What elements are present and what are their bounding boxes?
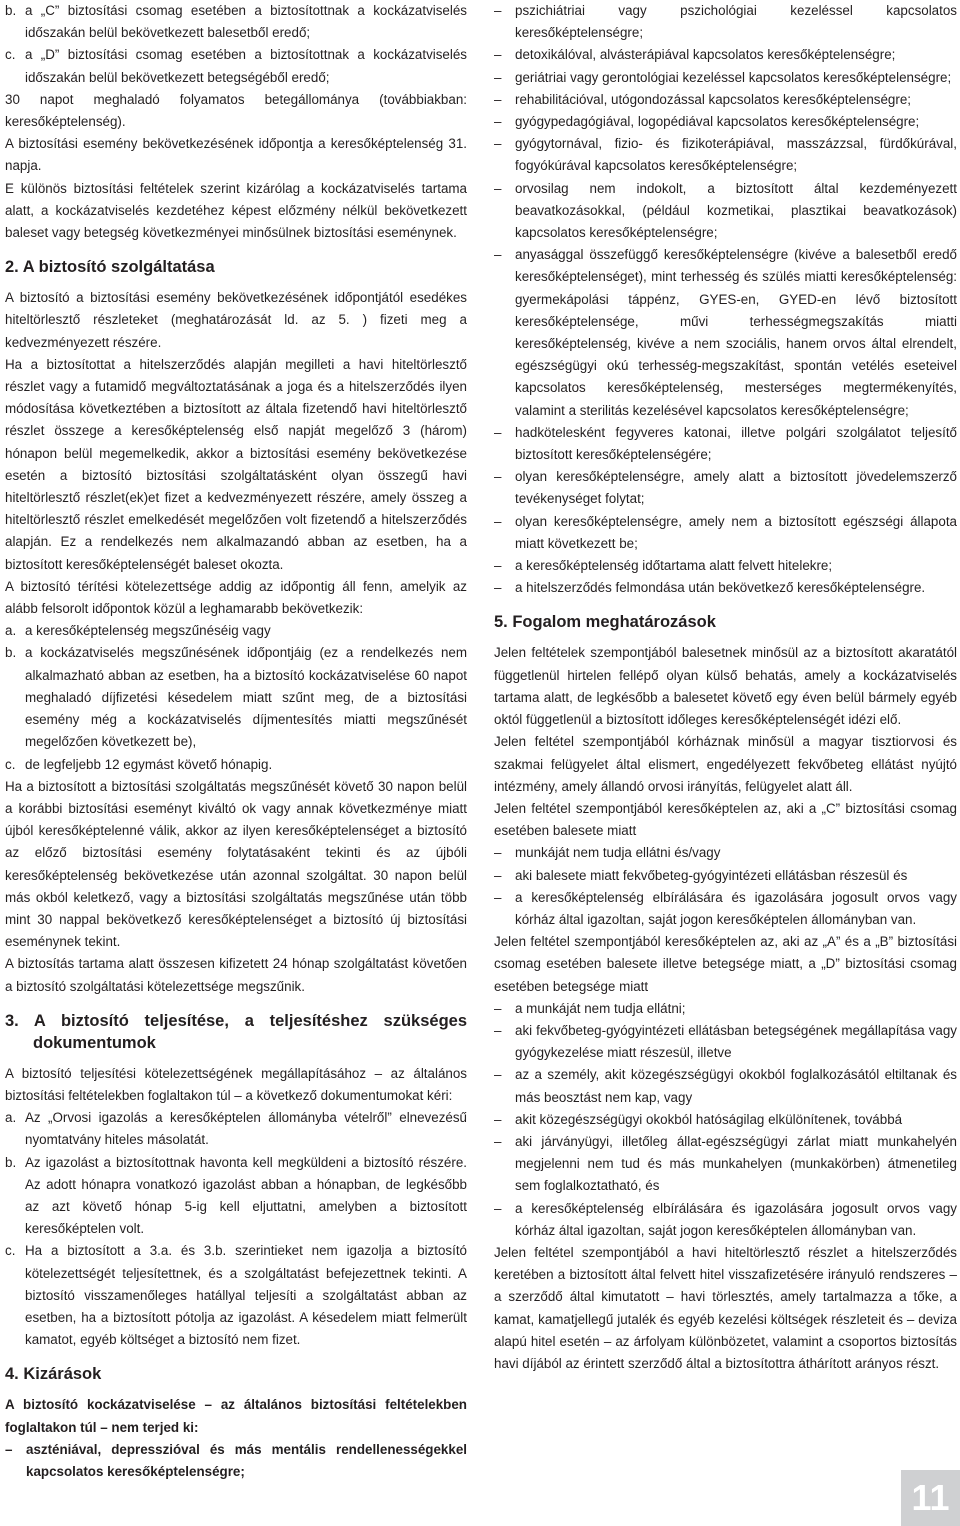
list-item: – az a személy, akit közegészségügyi okokból foglalkozásától eltiltanak és más beosztást nem kap, vagy <box>494 1067 957 1105</box>
paragraph: A biztosítás tartama alatt összesen kifizetett 24 hónap szolgáltatást követően a biztosító szolgáltatási kötelezettsége megszűnik. <box>5 956 467 994</box>
paragraph: Jelen feltétel szempontjából a havi hiteltörlesztő részlet a hitelszerződés keretében a biztosított által felvett hitel visszafizetésére irányuló rendszeres – a szerződő által kimutatott – havi törlesztés, amely tartalmazza a tőke, a kamat, kamatjellegű jutalék és egyéb kezelési költségek részleteit és – deviza alapú hitel esetén – az árfolyam különbözetet, valamint a csoportos biztosítás havi díjából az érintett szerződő által a biztosítottra áthárított arányos részt. <box>494 1244 957 1371</box>
paragraph: Jelen feltétel szempontjából keresőképtelen az, aki a „C” biztosítási csomag esetében balesete miatt <box>494 800 957 839</box>
left-column <box>5 0 467 1483</box>
list-item: c. Ha a biztosított a 3.a. és 3.b. szerintieket nem igazolja a biztosító kötelezettségét teljesítettnek, és a szolgáltatást befejezettnek tekinti. A biztosító visszamenőleges hatállyal teljesíti a szolgáltatást abban az esetben, ha a biztosított pótolja az igazolást. A késedelem miatt felmerült kamatot, egyéb költséget a biztosító nem fizet. <box>5 1243 467 1348</box>
paragraph: Jelen feltételek szempontjából balesetnek minősül az a biztosított akaratától függetlenül hirtelen fellépő olyan külső behatás, amely a kockázatviselés tartama alatt, de legkésőbb a balesetet követő egy éven belül bármely egyéb októl függetlenül a biztosított időleges keresőképtelenségét idézi elő. <box>494 645 957 728</box>
list-item: – akit közegészségügyi okokból hatóságilag elkülönítenek, továbbá <box>494 1111 903 1127</box>
paragraph: Ha a biztosított a biztosítási szolgáltatás megszűnését követő 30 napon belül a korábbi biztosítási eseményt kiváltó ok vagy annak következménye miatt újból keresőképtelenné válik, akkor az ilyen keresőképtelenséget a biztosító az előző biztosítási esemény folytatásaként tekinti és az újbóli keresőképtelenség bekövetkezése után azonnal szolgáltat. 30 napon belül más okból keletkező, vagy a biztosítási szolgáltatás megszűnése után több mint 30 nappal bekövetkező keresőképtelenséget a biztosító új biztosítási eseménynek tekint. <box>5 778 467 950</box>
list-item-c: c. a „D” biztosítási csomag esetében a biztosítottnak a kockázatviselés időszakán belül bekövetkezett betegségéből eredő; <box>5 47 467 85</box>
list-item: – gyógypedagógiával, logopédiával kapcsolatos keresőképtelenségre; <box>494 114 920 130</box>
list-item-b: b. a „C” biztosítási csomag esetében a biztosítottnak a kockázatviselés időszakán belül bekövetkezett balesetből eredő; <box>5 3 467 41</box>
list-item: – a keresőképtelenség elbírálására és igazolására jogosult orvos vagy kórház által igazoltan, saját jogon keresőképtelen állományban van. <box>494 1200 957 1238</box>
paragraph: Jelen feltétel szempontjából keresőképtelen az, aki az „A” és a „B” biztosítási csomag esetében balesete illetve betegsége miatt, a „D” biztosítási csomag esetében betegsége miatt <box>494 934 957 994</box>
section-heading-2: 2. A biztosító szolgáltatása <box>5 258 215 277</box>
section-heading-5: 5. Fogalom meghatározások <box>494 613 716 632</box>
section-heading-4: 4. Kizárások <box>5 1365 102 1384</box>
paragraph: Jelen feltétel szempontjából kórháznak minősül a magyar tisztiorvosi és szakmai felügyelet által elismert, engedélyezett fekvőbeteg ellátást nyújtó intézmény, amely állandó orvosi irányítás, felügyelet alatt áll. <box>494 734 957 794</box>
list-item: – rehabilitációval, utógondozással kapcsolatos keresőképtelenségre; <box>494 91 912 107</box>
paragraph: Ha a biztosítottat a hitelszerződés alapján megilleti a havi hiteltörlesztő részlet vagy a futamidő megváltoztatásának a joga és a hitelszerződés ilyen módosítása következtében a biztosított az általa fizetendő havi hiteltörlesztő részlet összege a keresőképtelenség első napját megelőző 3 (három) hónapon belül megemelkedik, akkor a biztosítási esemény bekövetkezése esetén a biztosító biztosítási szolgáltatásként olyan összegű havi hiteltörlesztő részlet(ek)et fizet a kedvezményezett részére, amely összeg a hiteltörlesztő részlet emelkedését megelőzően volt fizetendő a hitelszerződés alapján. Ez a rendelkezés nem alkalmazandó abban az esetben, ha a biztosított keresőképtelenségét baleset okozta. <box>5 356 467 572</box>
list-item: – aki járványügyi, illetőleg állat-egészségügyi zárlat miatt munkahelyén megjelenni nem tud és más munkahelyen (munkakörben) átmenetileg sem foglalkoztatható, és <box>494 1133 957 1194</box>
list-item: – olyan keresőképtelenségre, amely alatt a biztosított jövedelemszerző tevékenységet folytat; <box>494 469 957 507</box>
list-item: – aszténiával, depresszióval és más mentális rendellenességekkel kapcsolatos keresőképtelenségre; <box>5 1441 467 1479</box>
list-item: – detoxikálóval, alvásterápiával kapcsolatos keresőképtelenségre; <box>494 47 896 63</box>
list-item: – pszichiátriai vagy pszichológiai kezeléssel kapcsolatos keresőképtelenségre; <box>494 3 957 41</box>
paragraph: A biztosító térítési kötelezettsége addig az időpontig áll fenn, amelyik az alább felsorolt időpontok közül a leghamarabb bekövetkezik: <box>5 578 467 617</box>
list-item: b. Az igazolást a biztosítottnak havonta kell megküldeni a biztosító részére. Az adott hónapra vonatkozó igazolást abban a hónapban, de legkésőbb az azt követő hónap 5-ig kell eljuttatni, amelyben a biztosított keresőképtelen volt. <box>5 1154 467 1237</box>
list-item: – munkáját nem tudja ellátni és/vagy <box>494 845 721 861</box>
list-item: – orvosilag nem indokolt, a biztosított által kezdeményezett beavatkozásokkal, (például kozmetikai, plasztikai beavatkozások) kapcsolatos keresőképtelenségre; <box>494 180 957 241</box>
paragraph: A biztosító teljesítési kötelezettségének megállapításához – az általános biztosítási feltételekben foglaltakon túl – a következő dokumentumokat kéri: <box>5 1065 467 1103</box>
list-item: – a munkáját nem tudja ellátni; <box>494 1000 686 1016</box>
list-item: a. Az „Orvosi igazolás a keresőképtelen állományba vételről” elnevezésű nyomtatvány hiteles másolatát. <box>5 1110 467 1148</box>
list-item: – a hitelszerződés felmondása után bekövetkező keresőképtelenségre. <box>494 580 926 596</box>
paragraph: 30 napot meghaladó folyamatos betegállománya (továbbiakban: keresőképtelenség). <box>5 91 467 130</box>
list-item: b. a kockázatviselés megszűnésének időpontjáig (ez a rendelkezés nem alkalmazható abban az esetben, ha a biztosító kockázatviselése 60 napot meghaladó díjfizetési késedelem miatt szűnt meg, de a biztosítási esemény még a kockázatviselés díjmentesítés miatti megszűnését megelőzően következett be), <box>5 645 467 750</box>
page-number: 11 <box>901 1470 960 1526</box>
list-item: – aki balesete miatt fekvőbeteg-gyógyintézeti ellátásban részesül és <box>494 867 908 883</box>
list-item: – gyógytornával, fizio- és fizikoterápiával, masszázzsal, fürdőkúrával, fogyókúrával kapcsolatos keresőképtelenségre; <box>494 136 957 174</box>
list-item: c. de legfeljebb 12 egymást követő hónapig. <box>5 756 273 772</box>
list-item: – a keresőképtelenség időtartama alatt felvett hitelekre; <box>494 558 833 574</box>
paragraph: A biztosítási esemény bekövetkezésének időpontja a keresőképtelenség 31. napja. <box>5 136 467 174</box>
list-item: – aki fekvőbeteg-gyógyintézeti ellátásban betegségének megállapítása vagy gyógykezelése miatt részesül, illetve <box>494 1022 957 1061</box>
list-item: – a keresőképtelenség elbírálására és igazolására jogosult orvos vagy kórház által igazoltan, saját jogon keresőképtelen állományban van. <box>494 889 957 927</box>
list-item: – geriátriai vagy gerontológiai kezeléssel kapcsolatos keresőképtelenségre; <box>494 69 952 85</box>
paragraph: E különös biztosítási feltételek szerint kizárólag a kockázatviselés tartama alatt, a kockázatviselés kezdetéhez képest előzmény nélkül bekövetkezett baleset vagy betegség következményei minősülnek biztosítási eseménynek. <box>5 180 467 241</box>
list-item: – olyan keresőképtelenségre, amely nem a biztosított egészségi állapota miatt következett be; <box>494 513 957 551</box>
list-item: a. a keresőképtelenség megszűnéséig vagy <box>5 623 271 639</box>
list-item: – anyasággal összefüggő keresőképtelenségre (kivéve a balesetből eredő keresőképtelenséget), mint terhesség és szülés miatti keresőképtelenség: gyermekápolási táppénz, GYES-en, GYED-en lévő biztosított keresőképtelensége, művi terhességmegszakítás miatti keresőképtelenség, kivéve a nem szociális, hanem orvos által elrendelt, egészségügyi okú terhesség-megszakítást, spontán vetélés eseteivel kapcsolatos keresőképtelenség, mesterséges megtermékenyítés, valamint a sterilitás kezelésével kapcsolatos keresőképtelenségre; <box>494 247 957 418</box>
list-item: – hadkötelesként fegyveres katonai, illetve polgári szolgálatot teljesítő biztosított keresőképtelenségére; <box>494 424 957 463</box>
paragraph: A biztosító a biztosítási esemény bekövetkezésének időpontjától esedékes hiteltörlesztő részleteket (meghatározását ld. az 5. ) fizeti meg a kedvezményezett részére. <box>5 290 467 350</box>
section-heading-3: 3. A biztosító teljesítése, a teljesítéshez szükséges dokumentumok <box>5 1011 467 1052</box>
paragraph: A biztosító kockázatviselése – az általános biztosítási feltételekben foglaltakon túl – nem terjed ki: <box>5 1397 467 1435</box>
right-column <box>494 0 957 1375</box>
